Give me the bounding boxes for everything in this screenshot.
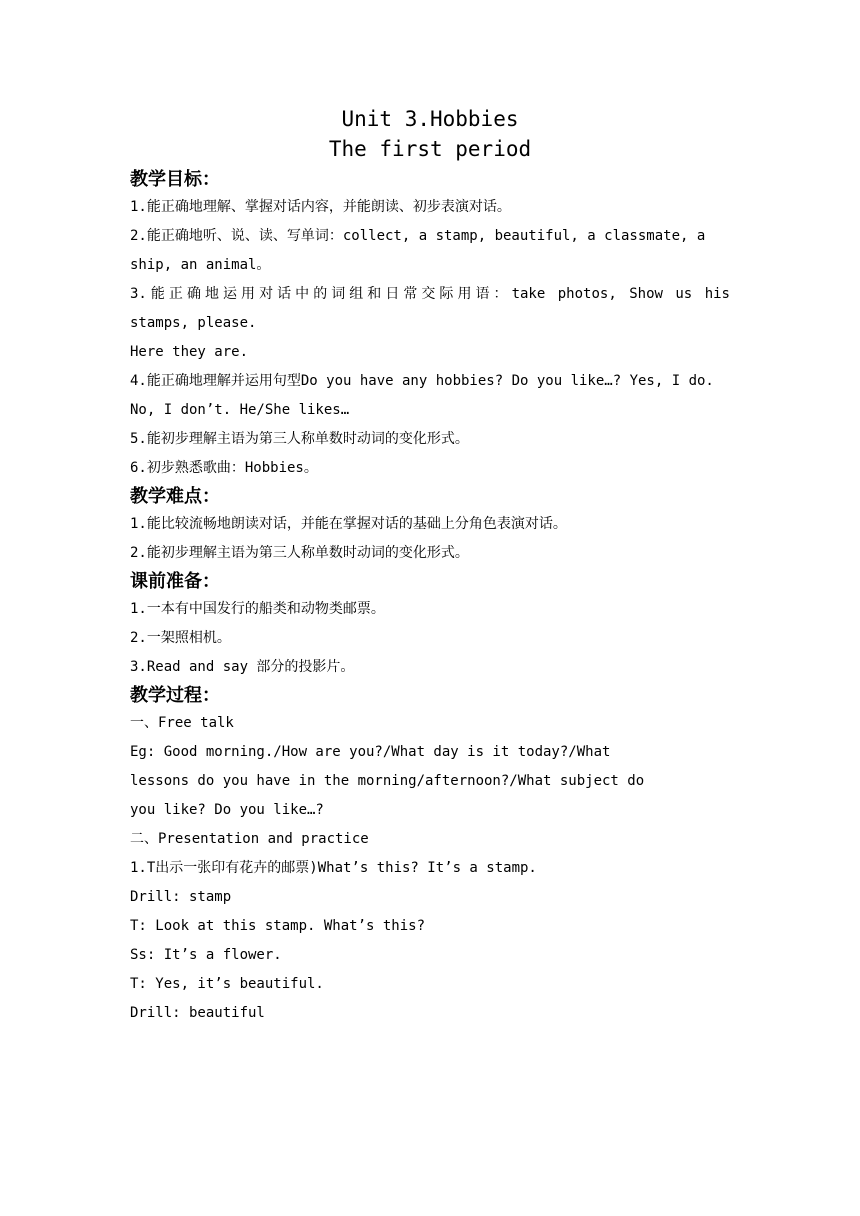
process-heading: 教学过程：: [130, 685, 220, 706]
process-line: Drill: beautiful: [130, 1005, 265, 1021]
document-title: Unit 3.Hobbies: [341, 107, 519, 131]
process-line: Drill: stamp: [130, 889, 232, 905]
objectives-line: 1.能正确地理解、掌握对话内容，并能朗读、初步表演对话。: [130, 199, 511, 215]
difficulties-heading: 教学难点：: [130, 486, 220, 507]
process-line: you like? Do you like…?: [130, 802, 324, 818]
preparation-line: 3.Read and say 部分的投影片。: [130, 659, 355, 675]
document-body: [130, 166, 730, 1028]
preparation-heading: 课前准备：: [130, 571, 220, 592]
objectives-line: 3.能正确地运用对话中的词组和日常交际用语：take photos, Show us his: [130, 286, 730, 302]
objectives-line: No, I don’t. He/She likes…: [130, 402, 350, 418]
preparation-line: 1.一本有中国发行的船类和动物类邮票。: [130, 601, 385, 617]
preparation-line: 2.一架照相机。: [130, 630, 231, 646]
difficulties-line: 2.能初步理解主语为第三人称单数时动词的变化形式。: [130, 545, 469, 561]
objectives-line: ship, an animal。: [130, 257, 271, 273]
process-line: Ss: It’s a flower.: [130, 947, 282, 963]
process-line: T: Look at this stamp. What’s this?: [130, 918, 426, 934]
objectives-line: Here they are.: [130, 344, 249, 360]
process-line: 一、Free talk: [130, 715, 234, 731]
objectives-heading: 教学目标：: [130, 169, 220, 190]
process-line: Eg: Good morning./How are you?/What day is it today?/What: [130, 744, 611, 760]
process-line: 1.T出示一张印有花卉的邮票)What’s this? It’s a stamp.: [130, 860, 537, 876]
objectives-line-text: 2.能正确地听、说、读、写单词：collect, a stamp, beautiful, a classmate, a: [130, 228, 706, 244]
objectives-line: 6.初步熟悉歌曲：Hobbies。: [130, 460, 318, 476]
process-line: lessons do you have in the morning/afternoon?/What subject do: [130, 773, 645, 789]
document-subtitle: The first period: [328, 137, 532, 161]
process-line: T: Yes, it’s beautiful.: [130, 976, 324, 992]
objectives-line: 5.能初步理解主语为第三人称单数时动词的变化形式。: [130, 431, 469, 447]
objectives-line: 4.能正确地理解并运用句型Do you have any hobbies? Do you like…? Yes, I do.: [130, 373, 714, 389]
objectives-line: [130, 222, 730, 251]
objectives-line: stamps, please.: [130, 315, 257, 331]
process-line: 二、Presentation and practice: [130, 831, 369, 847]
difficulties-line: 1.能比较流畅地朗读对话，并能在掌握对话的基础上分角色表演对话。: [130, 516, 567, 532]
